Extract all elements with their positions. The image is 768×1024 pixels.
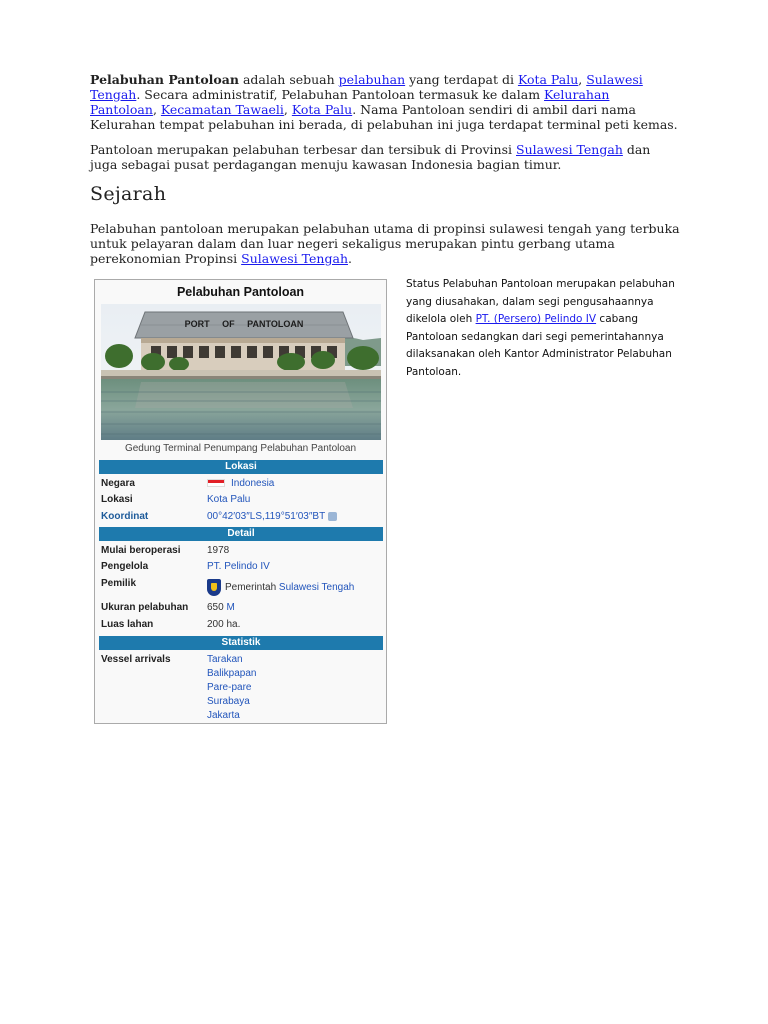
label-luas: Luas lahan: [101, 619, 154, 630]
text-span: dan juga sebagai pusat perdagangan menuju kawasan Indonesia bagian timur.: [90, 142, 651, 172]
globe-icon[interactable]: [328, 512, 337, 521]
vessel-item[interactable]: Pare-pare: [207, 682, 252, 693]
text-span: .: [348, 251, 352, 266]
intro-paragraph: [90, 72, 680, 132]
section-header-statistik: Statistik: [99, 636, 383, 650]
row-koordinat: [101, 511, 383, 525]
row-luas: [101, 619, 383, 633]
link-sulawesi-tengah-2[interactable]: Sulawesi Tengah: [516, 142, 623, 157]
article-subject: Pelabuhan Pantoloan: [90, 72, 239, 87]
row-mulai: [101, 545, 383, 559]
value-pengelola[interactable]: PT. Pelindo IV: [207, 561, 270, 572]
label-koordinat[interactable]: Koordinat: [101, 511, 149, 522]
section-header-detail: Detail: [99, 527, 383, 541]
row-ukuran: [101, 602, 383, 616]
row-pemilik: [101, 578, 383, 598]
link-sulawesi-tengah-3[interactable]: Sulawesi Tengah: [241, 251, 348, 266]
label-negara: Negara: [101, 478, 135, 489]
koordinat-text: 00°42′03″LS,119°51′03″BT: [207, 511, 326, 522]
photo-sign-text: PORT OF PANTOLOAN: [184, 319, 304, 329]
label-pemilik: Pemilik: [101, 578, 137, 589]
second-paragraph: [90, 142, 680, 172]
value-lokasi[interactable]: Kota Palu: [207, 494, 251, 505]
infobox: [94, 279, 387, 724]
value-mulai: 1978: [207, 545, 230, 556]
link-kota-palu[interactable]: Kota Palu: [517, 72, 579, 87]
photo-caption: Gedung Terminal Penumpang Pelabuhan Pantoloan: [124, 443, 357, 454]
vessel-item[interactable]: Balikpapan: [207, 668, 257, 679]
label-mulai: Mulai beroperasi: [101, 545, 181, 556]
link-sulawesi-tengah[interactable]: Sulawesi Tengah: [90, 72, 643, 102]
row-pengelola: [101, 561, 383, 575]
link-pelabuhan[interactable]: pelabuhan: [338, 72, 406, 87]
row-lokasi: [101, 494, 383, 508]
province-emblem-icon: [207, 579, 221, 596]
negara-text: Indonesia: [231, 478, 275, 489]
terminal-photo-illustration: [101, 304, 381, 440]
terminal-photo: [101, 304, 381, 440]
text-span: . Nama Pantoloan sendiri di ambil dari nama Kelurahan tempat pelabuhan ini berada, di pelabuhan ini juga terdapat terminal peti kemas.: [90, 102, 678, 132]
pemilik-text: Pemerintah: [225, 582, 279, 594]
pemilik-link[interactable]: Sulawesi Tengah: [278, 582, 355, 594]
label-ukuran: Ukuran pelabuhan: [101, 602, 189, 613]
label-pengelola: Pengelola: [101, 561, 149, 572]
link-kelurahan-pantoloan[interactable]: Kelurahan Pantoloan: [90, 87, 610, 117]
label-vessel: Vessel arrivals: [101, 654, 171, 665]
text-span: ,: [283, 102, 292, 117]
section-header-lokasi: Lokasi: [99, 460, 383, 474]
vessel-item[interactable]: Tarakan: [207, 654, 243, 665]
text-span: Pelabuhan pantoloan merupakan pelabuhan utama di propinsi sulawesi tengah yang terbuka untuk pelayaran dalam dan luar negeri sekaligus merupakan pintu gerbang utama perekonomian Propinsi: [90, 221, 680, 266]
text-span: Status Pelabuhan Pantoloan merupakan pelabuhan yang diusahakan, dalam segi pengusahaannya dikelola oleh: [406, 278, 675, 325]
section-heading-sejarah: Sejarah: [90, 183, 167, 205]
value-ukuran: [207, 602, 235, 613]
text-span: ,: [152, 102, 161, 117]
value-luas: 200 ha.: [207, 619, 241, 630]
link-pelindo-iv[interactable]: PT. (Persero) Pelindo IV: [475, 313, 597, 325]
text-span: yang terdapat di: [405, 72, 518, 87]
row-negara: [101, 478, 383, 492]
vessel-item[interactable]: Surabaya: [207, 696, 250, 707]
text-span: Pantoloan merupakan pelabuhan terbesar dan tersibuk di Provinsi: [90, 142, 516, 157]
link-kota-palu-2[interactable]: Kota Palu: [291, 102, 353, 117]
label-lokasi: Lokasi: [101, 494, 133, 505]
value-negara[interactable]: [207, 478, 274, 489]
text-span: ,: [578, 72, 587, 87]
status-paragraph: [406, 276, 690, 381]
ukuran-unit-link[interactable]: M: [226, 602, 235, 613]
infobox-title: Pelabuhan Pantoloan: [176, 285, 305, 299]
text-span: cabang Pantoloan sedangkan dari segi pemerintahannya dilaksanakan oleh Kantor Administrator Pelabuhan Pantoloan.: [406, 313, 672, 378]
value-pemilik: [207, 579, 354, 596]
vessel-item[interactable]: Jakarta: [207, 710, 240, 721]
text-span: adalah sebuah: [238, 72, 339, 87]
link-kecamatan-tawaeli[interactable]: Kecamatan Tawaeli: [160, 102, 284, 117]
value-koordinat[interactable]: [207, 511, 337, 522]
ukuran-number: 650: [207, 602, 227, 613]
sejarah-paragraph: [90, 221, 680, 266]
text-span: . Secara administratif, Pelabuhan Pantoloan termasuk ke dalam: [136, 87, 545, 102]
indonesia-flag-icon: [207, 479, 225, 487]
